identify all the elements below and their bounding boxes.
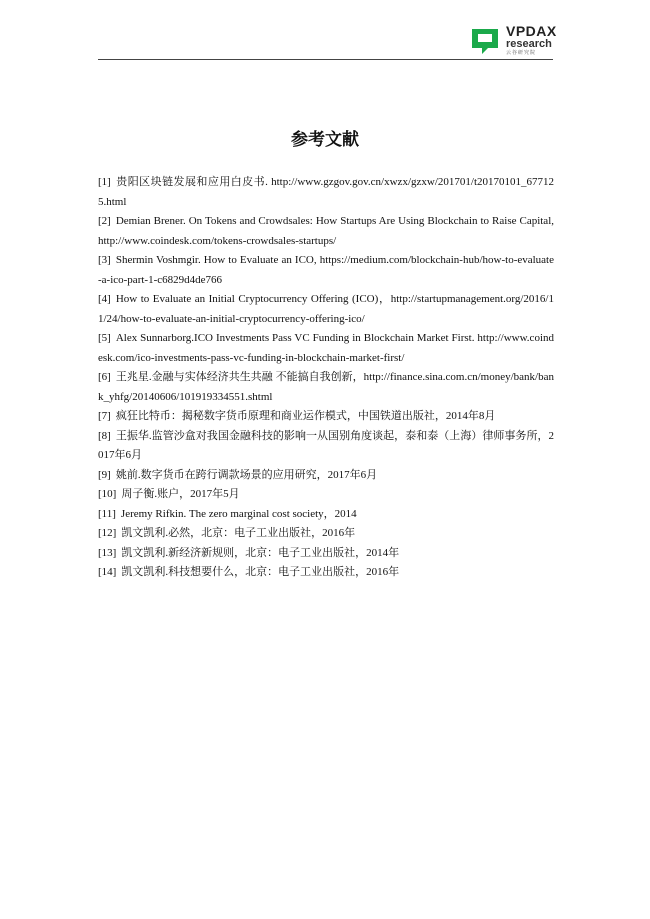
- reference-text: 凯文凯利.必然，北京：电子工业出版社，2016年: [121, 527, 356, 539]
- reference-item: [98, 407, 554, 427]
- reference-text: Demian Brener. On Tokens and Crowdsales: How Startups Are Using Blockchain to Raise Capital, http://www.coindesk.com/tokens-crowdsales-startups/: [98, 215, 554, 247]
- reference-item: [98, 427, 554, 466]
- reference-item: [98, 485, 554, 505]
- reference-text: Jeremy Rifkin. The zero marginal cost society，2014: [120, 507, 357, 520]
- reference-item: [98, 173, 554, 212]
- reference-number: [6]: [98, 371, 111, 383]
- reference-text: Alex Sunnarborg.ICO Investments Pass VC Funding in Blockchain Market First. http://www.coindesk.com/ico-investments-pass-vc-funding-in-blockchain-market-first/: [98, 332, 554, 364]
- reference-item: [98, 251, 554, 290]
- brand-chinese-name: 云谷研究院: [506, 50, 537, 56]
- page-header: [0, 0, 650, 64]
- page-title: 参考文献: [291, 130, 359, 150]
- reference-text: How to Evaluate an Initial Cryptocurrency Offering (ICO)，http://startupmanagement.org/2016/11/24/how-to-evaluate-an-initial-cryptocurrency-offering-ico/: [98, 293, 554, 325]
- brand-subtitle: research: [506, 38, 552, 50]
- reference-text: 凯文凯利.新经济新规则，北京：电子工业出版社，2014年: [121, 546, 400, 559]
- brand-name: VPDAX: [506, 23, 557, 39]
- reference-text: 周子衡.账户，2017年5月: [121, 488, 240, 500]
- vpdax-logo-icon: [470, 26, 500, 56]
- logo: [470, 24, 620, 58]
- reference-text: 姚前.数字货币在跨行调款场景的应用研究，2017年6月: [115, 468, 378, 481]
- reference-text: 凯文凯利.科技想要什么，北京：电子工业出版社，2016年: [121, 566, 400, 578]
- reference-item: [98, 290, 554, 329]
- reference-number: [10]: [98, 488, 117, 500]
- reference-number: [8]: [98, 429, 111, 442]
- reference-item: [98, 505, 554, 525]
- reference-text: 贵阳区块链发展和应用白皮书. http://www.gzgov.gov.cn/xwzx/gzxw/201701/t20170101_677125.html: [98, 176, 554, 208]
- header-divider: [98, 59, 553, 60]
- reference-number: [5]: [98, 332, 111, 344]
- reference-item: [98, 212, 554, 251]
- reference-item: [98, 466, 554, 486]
- reference-number: [13]: [98, 546, 117, 559]
- reference-number: [11]: [98, 507, 116, 520]
- reference-text: 王兆星.金融与实体经济共生共融 不能搞自我创新，http://finance.sina.com.cn/money/bank/bank_yhfg/20140606/101919334551.shtml: [98, 371, 554, 403]
- reference-text: 疯狂比特币：揭秘数字货币原理和商业运作模式，中国铁道出版社，2014年8月: [115, 410, 496, 422]
- reference-item: [98, 544, 554, 564]
- reference-item: [98, 563, 554, 583]
- reference-number: [3]: [98, 254, 111, 266]
- reference-item: [98, 524, 554, 544]
- reference-number: [7]: [98, 410, 111, 422]
- reference-list: [98, 173, 554, 583]
- reference-number: [2]: [98, 215, 111, 227]
- reference-number: [9]: [98, 468, 111, 481]
- reference-number: [12]: [98, 527, 117, 539]
- reference-text: 王振华.监管沙盒对我国金融科技的影响一从国别角度谈起，泰和泰（上海）律师事务所，2017年6月: [98, 429, 554, 461]
- reference-item: [98, 329, 554, 368]
- reference-number: [1]: [98, 176, 111, 188]
- reference-item: [98, 368, 554, 407]
- reference-text: Shermin Voshmgir. How to Evaluate an ICO, https://medium.com/blockchain-hub/how-to-evaluate-a-ico-part-1-c6829d4de766: [98, 254, 554, 286]
- reference-number: [4]: [98, 293, 111, 305]
- reference-number: [14]: [98, 566, 117, 578]
